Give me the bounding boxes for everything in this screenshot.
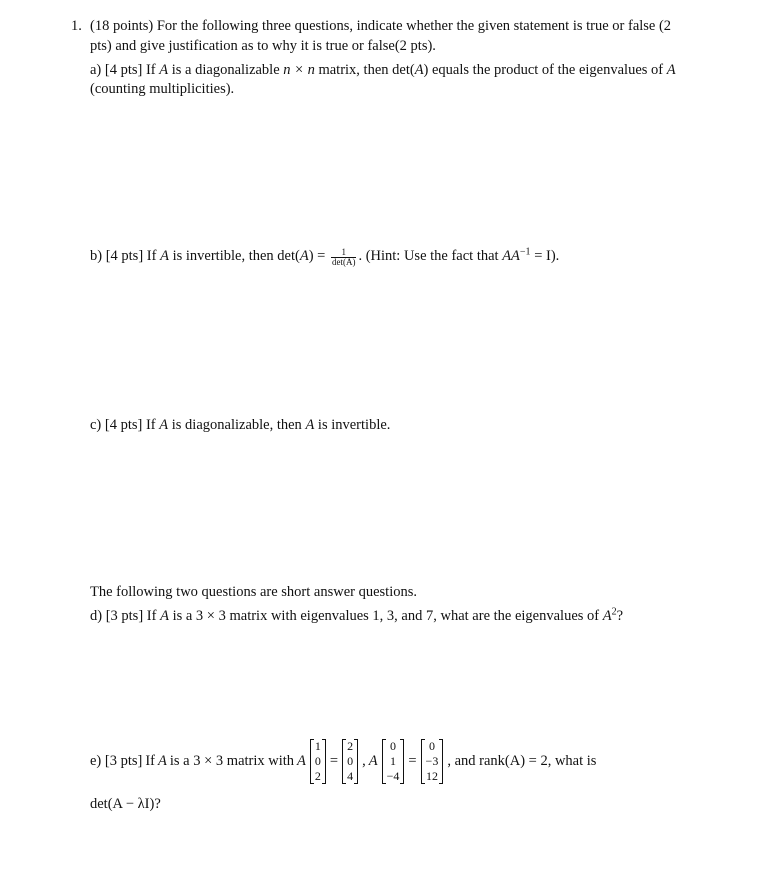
part-b-label: b) [4 pts]	[90, 248, 144, 264]
short-answer-intro: The following two questions are short answer questions.	[90, 584, 418, 600]
part-c: c) [4 pts] If A is diagonalizable, then A is invertible.	[90, 417, 391, 433]
part-e-line2: det(A − λI)?	[90, 796, 161, 812]
vector-3: 0 1 −4	[382, 739, 405, 784]
part-a-line2: (counting multiplicities).	[90, 81, 235, 97]
vector-4: 0 −3 12	[421, 739, 444, 784]
part-c-label: c) [4 pts]	[90, 417, 143, 433]
part-d-label: d) [3 pts]	[90, 608, 144, 624]
question-intro-line1: (18 points) For the following three questions, indicate whether the given statement is true or false (2	[90, 18, 672, 34]
part-a: a) [4 pts] If A is a diagonalizable n × n matrix, then det(A) equals the product of the eigenvalues of A	[90, 62, 676, 78]
fraction: $\frac{1}{\det(A)}$	[331, 246, 356, 267]
part-d: d) [3 pts] If A is a 3 × 3 matrix with eigenvalues 1, 3, and 7, what are the eigenvalues of $A^2$?	[90, 606, 624, 624]
vector-1: 1 0 2	[310, 739, 326, 784]
question-number: 1.	[71, 18, 82, 34]
part-e: e) [3 pts] If A is a 3 × 3 matrix with A 1 0 2 = 2 0 4 , A 0 1 −4 = 0 −3 12 , and rank(A) = 2, what is	[90, 739, 597, 783]
question-intro-line2: pts) and give justification as to why it is true or false(2 pts).	[90, 38, 436, 54]
part-b: b) [4 pts] If A is invertible, then det(A) = $\frac{1}{\det(A)}$ . (Hint: Use the fact that $AA^{-1} = I$).	[90, 246, 560, 267]
vector-2: 2 0 4	[342, 739, 358, 784]
part-e-label: e) [3 pts]	[90, 753, 143, 770]
part-a-label: a) [4 pts]	[90, 62, 143, 78]
